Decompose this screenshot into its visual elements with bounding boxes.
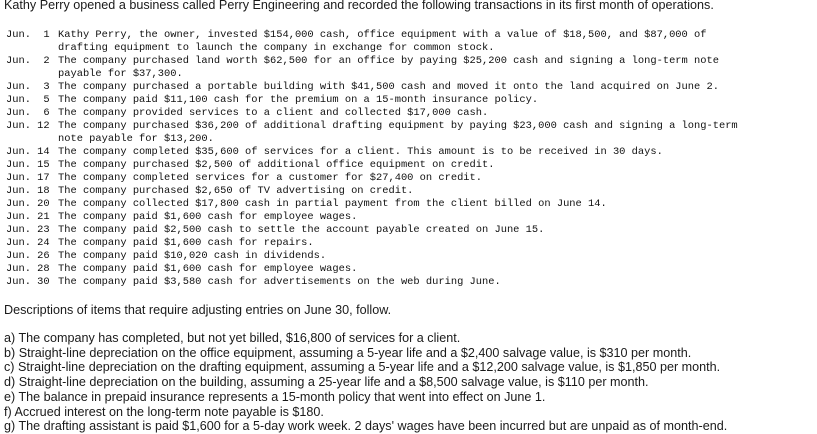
transaction-date: Jun. 5 bbox=[6, 94, 50, 106]
transaction-text: The company paid $3,580 cash for advertisements on the web during June. bbox=[58, 276, 501, 288]
transaction-row bbox=[6, 81, 798, 94]
transaction-text: The company completed services for a customer for $27,400 on credit. bbox=[58, 172, 483, 184]
transaction-text: The company paid $10,020 cash in dividends. bbox=[58, 250, 327, 262]
transaction-date: Jun. 15 bbox=[6, 159, 50, 171]
transaction-row bbox=[6, 237, 798, 250]
transaction-date: Jun. 24 bbox=[6, 237, 50, 249]
adjustment-item: f) Accrued interest on the long-term note payable is $180. bbox=[4, 404, 324, 419]
transaction-date: Jun. 1 bbox=[6, 29, 50, 41]
transaction-date: Jun. 6 bbox=[6, 107, 50, 119]
transaction-text: The company purchased $2,500 of additional office equipment on credit. bbox=[58, 159, 495, 171]
transaction-row bbox=[6, 211, 798, 224]
transaction-text: The company purchased $2,650 of TV advertising on credit. bbox=[58, 185, 414, 197]
transaction-text: Kathy Perry, the owner, invested $154,000 cash, office equipment with a value of $18,500, and $87,000 of drafting equipment to launch the company in exchange for common stock. bbox=[58, 29, 707, 54]
adjustment-item: g) The drafting assistant is paid $1,600 for a 5-day work week. 2 days' wages have been incurred but are unpaid as of month-end. bbox=[4, 419, 728, 434]
transaction-row bbox=[6, 263, 798, 276]
transaction-date: Jun. 30 bbox=[6, 276, 50, 288]
transaction-row bbox=[6, 120, 798, 146]
transaction-date: Jun. 18 bbox=[6, 185, 50, 197]
problem-intro: Kathy Perry opened a business called Perry Engineering and recorded the following transactions in its first month of operations. bbox=[4, 0, 714, 12]
adjustments-list bbox=[4, 331, 727, 434]
transaction-date: Jun. 12 bbox=[6, 120, 50, 132]
transaction-date: Jun. 17 bbox=[6, 172, 50, 184]
transaction-text: The company paid $1,600 cash for employee wages. bbox=[58, 263, 358, 275]
transaction-text: The company paid $1,600 cash for employee wages. bbox=[58, 211, 358, 223]
transaction-text: The company purchased land worth $62,500 for an office by paying $25,200 cash and signing a long-term note payable for $37,300. bbox=[58, 55, 719, 80]
transaction-row bbox=[6, 224, 798, 237]
transaction-row bbox=[6, 146, 798, 159]
transaction-date: Jun. 2 bbox=[6, 55, 50, 67]
adjustment-item: b) Straight-line depreciation on the office equipment, assuming a 5-year life and a $2,400 salvage value, is $310 per month. bbox=[4, 345, 692, 360]
transaction-text: The company provided services to a client and collected $17,000 cash. bbox=[58, 107, 489, 119]
transaction-row bbox=[6, 172, 798, 185]
adjustment-item: d) Straight-line depreciation on the building, assuming a 25-year life and a $8,500 salvage value, is $110 per month. bbox=[4, 375, 649, 390]
adjustment-item: a) The company has completed, but not yet billed, $16,800 of services for a client. bbox=[4, 331, 461, 345]
transaction-row bbox=[6, 94, 798, 107]
transaction-text: The company collected $17,800 cash in partial payment from the client billed on June 14. bbox=[58, 198, 607, 210]
transaction-text: The company paid $11,100 cash for the premium on a 15-month insurance policy. bbox=[58, 94, 539, 106]
transaction-text: The company paid $1,600 cash for repairs. bbox=[58, 237, 314, 249]
transaction-row bbox=[6, 198, 798, 211]
transaction-row bbox=[6, 276, 798, 289]
transaction-row bbox=[6, 55, 798, 81]
transaction-text: The company paid $2,500 cash to settle the account payable created on June 15. bbox=[58, 224, 545, 236]
transaction-text: The company purchased $36,200 of additional drafting equipment by paying $23,000 cash and signing a long-term note payable for $13,200. bbox=[58, 120, 738, 145]
transaction-date: Jun. 23 bbox=[6, 224, 50, 236]
adjustment-item: c) Straight-line depreciation on the drafting equipment, assuming a 5-year life and a $12,200 salvage value, is $1,850 per month. bbox=[4, 360, 721, 375]
transaction-date: Jun. 28 bbox=[6, 263, 50, 275]
transaction-row bbox=[6, 29, 798, 55]
transaction-row bbox=[6, 185, 798, 198]
transaction-text: The company purchased a portable building with $41,500 cash and moved it onto the land acquired on June 2. bbox=[58, 81, 719, 93]
transaction-date: Jun. 3 bbox=[6, 81, 50, 93]
transaction-row bbox=[6, 250, 798, 263]
transaction-date: Jun. 20 bbox=[6, 198, 50, 210]
transaction-row bbox=[6, 159, 798, 172]
transaction-row bbox=[6, 107, 798, 120]
transaction-date: Jun. 26 bbox=[6, 250, 50, 262]
adjustment-item: e) The balance in prepaid insurance represents a 15-month policy that went into effect on June 1. bbox=[4, 389, 546, 404]
transaction-text: The company completed $35,600 of services for a client. This amount is to be received in 30 days. bbox=[58, 146, 663, 158]
adjustments-heading: Descriptions of items that require adjusting entries on June 30, follow. bbox=[4, 303, 392, 317]
transaction-date: Jun. 14 bbox=[6, 146, 50, 158]
transactions-list bbox=[6, 29, 798, 289]
transaction-date: Jun. 21 bbox=[6, 211, 50, 223]
